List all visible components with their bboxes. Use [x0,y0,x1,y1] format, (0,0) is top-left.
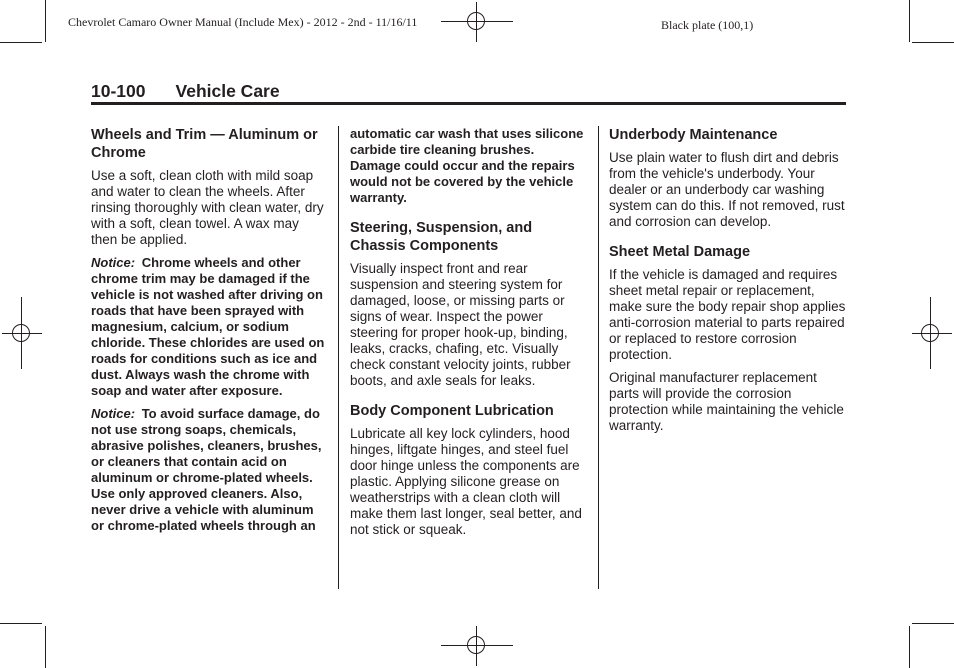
title-rule [91,102,846,105]
paragraph-sheet-metal-damage: If the vehicle is damaged and requires sheet metal repair or replacement, make sure the body repair shop applies anti-corrosion material to parts repaired or replaced to restore corrosion protection. [609,267,846,362]
crop-mark-top-left-vertical [45,0,46,42]
heading-steering-suspension: Steering, Suspension, and Chassis Components [350,220,533,254]
crop-mark-top-left-horizontal [0,42,42,43]
notice-continued: automatic car wash that uses silicone carbide tire cleaning brushes. Damage could occur and the repairs would not be covered by the vehicle warranty. [350,126,584,205]
paragraph-wheels-cleaning: Use a soft, clean cloth with mild soap and water to clean the wheels. After rinsing thoroughly with clean water, dry with a soft, clean towel. A wax may then be applied. [91,168,324,247]
notice-text: Chrome wheels and other chrome trim may be damaged if the vehicle is not washed after driving on roads that have been sprayed with magnesium, calcium, or sodium chloride. These chlorides are used on roads for conditions such as ice and dust. Always wash the chrome with soap and water after exposure. [91,255,325,398]
notice-text: To avoid surface damage, do not use strong soaps, chemicals, abrasive polishes, cleaners, brushes, or cleaners that contain acid on aluminum or chrome-plated wheels. Use only approved cleaners. Also, never drive a vehicle with aluminum or chrome-plated wheels through an [91,406,322,533]
print-header-left: Chevrolet Camaro Owner Manual (Include Mex) - 2012 - 2nd - 11/16/11 [68,15,418,29]
paragraph-underbody-maintenance: Use plain water to flush dirt and debris from the vehicle's underbody. Your dealer or an underbody car washing system can do this. If not removed, rust and corrosion can develop. [609,150,845,229]
crop-mark-bottom-left-horizontal [0,623,42,624]
column-3 [609,126,846,441]
crop-mark-top-right-vertical [909,0,910,42]
crop-mark-bottom-left-vertical [45,626,46,668]
paragraph-replacement-parts: Original manufacturer replacement parts will provide the corrosion protection while maintaining the vehicle warranty. [609,370,844,433]
notice-label: Notice: [91,406,136,421]
page-title [91,81,280,102]
heading-underbody-maintenance: Underbody Maintenance [609,127,778,143]
paragraph-steering-suspension: Visually inspect front and rear suspension and steering system for damaged, loose, or missing parts or signs of wear. Inspect the power steering for proper hook-up, binding, leaks, cracks, chafing, etc. Visually check constant velocity joints, rubber boots, and axle seals for leaks. [350,261,571,388]
column-divider-2 [598,126,599,589]
print-header-right: Black plate (100,1) [661,18,754,32]
column-2 [350,126,587,545]
column-1 [91,126,328,541]
notice-label: Notice: [91,255,136,270]
heading-wheels-and-trim: Wheels and Trim — Aluminum or Chrome [91,127,318,161]
heading-sheet-metal-damage: Sheet Metal Damage [609,244,751,260]
heading-body-lubrication: Body Component Lubrication [350,403,554,419]
paragraph-body-lubrication: Lubricate all key lock cylinders, hood hinges, liftgate hinges, and steel fuel door hinge unless the components are plastic. Applying silicone grease on weatherstrips with a clean cloth will make them last longer, seal better, and not stick or squeak. [350,426,582,537]
section-title: Vehicle Care [175,81,280,101]
page-number: 10-100 [91,81,146,101]
notice-chrome-damage [91,255,328,399]
crop-mark-bottom-right-horizontal [912,623,954,624]
crop-mark-top-right-horizontal [912,42,954,43]
notice-surface-damage [91,406,328,534]
crop-mark-bottom-right-vertical [909,626,910,668]
column-divider-1 [338,126,339,589]
